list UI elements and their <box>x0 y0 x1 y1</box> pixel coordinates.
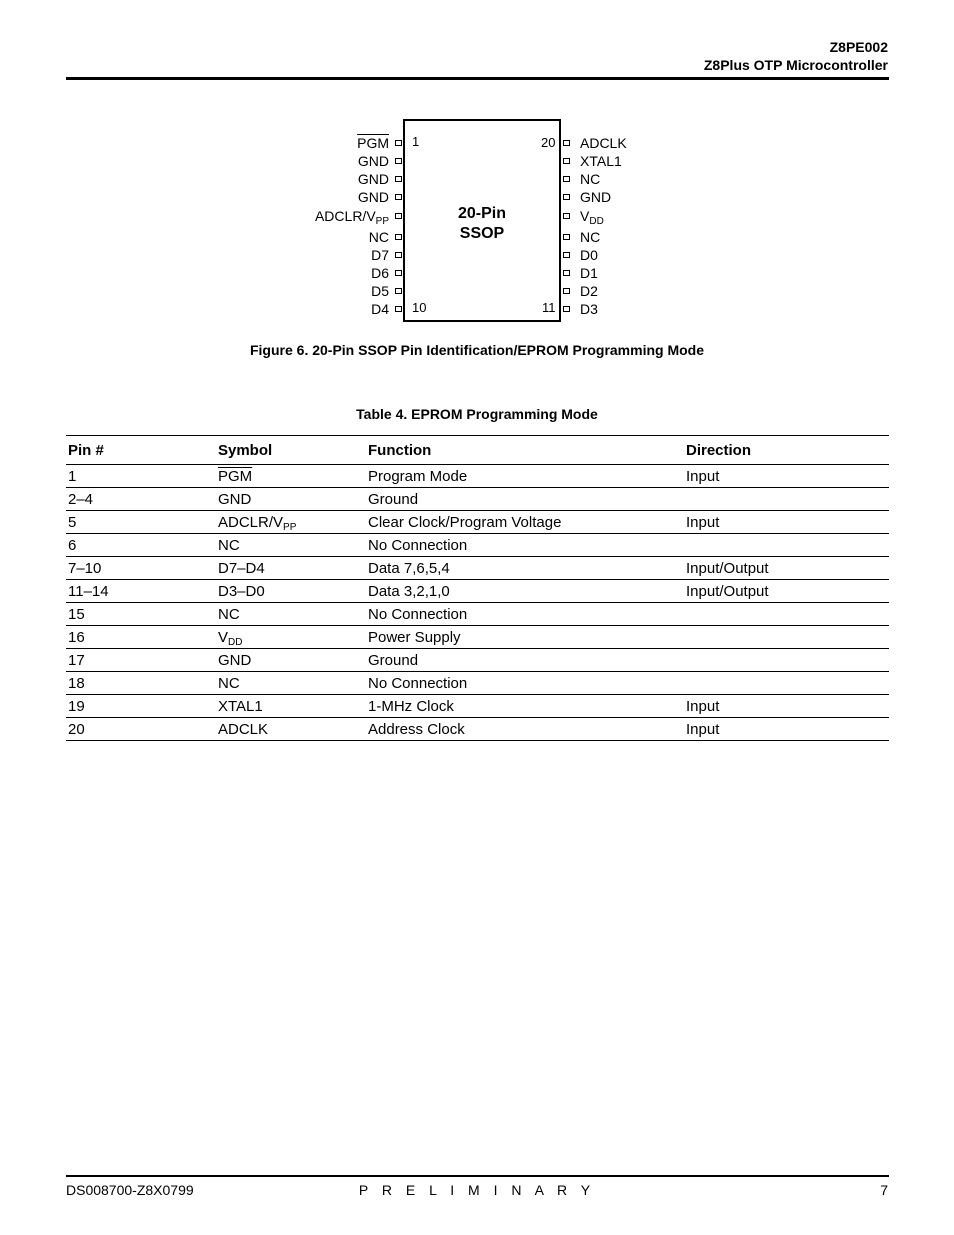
right-pin-19 <box>563 158 570 164</box>
header-function: Function <box>366 436 684 465</box>
symbol-cell: ADCLK <box>216 718 366 741</box>
right-pin-20 <box>563 140 570 146</box>
table-row <box>66 557 889 580</box>
symbol-cell: GND <box>216 649 366 672</box>
pin-cell: 18 <box>66 672 216 695</box>
right-pin-label-12: D2 <box>580 283 598 299</box>
pin-cell: 2–4 <box>66 488 216 511</box>
direction-cell <box>684 649 889 672</box>
right-pin-11 <box>563 306 570 312</box>
table-row <box>66 511 889 534</box>
right-pin-16 <box>563 213 570 219</box>
left-pin-1 <box>395 140 402 146</box>
left-pin-label-5: ADCLR/$V_{PP}$ <box>314 208 389 227</box>
right-pin-label-18: NC <box>580 171 601 187</box>
header-pin: Pin # <box>66 436 216 465</box>
right-pin-label-14: D0 <box>580 247 598 263</box>
preliminary-label: P R E L I M I N A R Y <box>358 1182 596 1198</box>
right-pin-label-15: NC <box>580 229 601 245</box>
figure-caption: Figure 6. 20-Pin SSOP Pin Identification/EPROM Programming Mode <box>249 342 705 358</box>
direction-cell <box>684 626 889 649</box>
direction-cell: Input/Output <box>684 580 889 603</box>
direction-cell <box>684 488 889 511</box>
part-number: Z8PE002 <box>829 39 888 55</box>
pin-cell: 6 <box>66 534 216 557</box>
symbol-cell: D7–D4 <box>216 557 366 580</box>
table-row <box>66 465 889 488</box>
table-row <box>66 718 889 741</box>
left-pin-label-6: NC <box>368 229 389 245</box>
symbol-cell: D3–D0 <box>216 580 366 603</box>
left-pin-7 <box>395 252 402 258</box>
right-pin-label-16: $V_{DD}$ <box>580 208 604 227</box>
page-number: 7 <box>880 1182 888 1198</box>
symbol-cell: GND <box>216 488 366 511</box>
left-pin-label-1: $\overline{PGM}$ <box>357 135 389 151</box>
left-pin-label-4: GND <box>357 189 389 205</box>
table-caption: Table 4. EPROM Programming Mode <box>356 406 598 422</box>
direction-cell <box>684 603 889 626</box>
header-rule <box>66 77 889 80</box>
document-id: DS008700-Z8X0799 <box>66 1182 194 1198</box>
header-direction: Direction <box>684 436 889 465</box>
left-pin-4 <box>395 194 402 200</box>
function-cell: No Connection <box>366 603 684 626</box>
function-cell: No Connection <box>366 672 684 695</box>
left-pin-2 <box>395 158 402 164</box>
symbol-cell: NC <box>216 672 366 695</box>
left-pin-5 <box>395 213 402 219</box>
right-pin-label-19: XTAL1 <box>580 153 622 169</box>
left-pin-label-7: D7 <box>371 247 389 263</box>
direction-cell <box>684 534 889 557</box>
pin-cell: 7–10 <box>66 557 216 580</box>
direction-cell: Input <box>684 465 889 488</box>
table-row <box>66 649 889 672</box>
package-label: 20-Pin SSOP <box>457 205 506 242</box>
function-cell: 1-MHz Clock <box>366 695 684 718</box>
function-cell: Data 7,6,5,4 <box>366 557 684 580</box>
pin-cell: 17 <box>66 649 216 672</box>
direction-cell: Input <box>684 695 889 718</box>
symbol-cell: $V_{DD}$ <box>216 626 366 649</box>
pin-number-11: 11 <box>542 300 556 315</box>
right-pin-18 <box>563 176 570 182</box>
pin-cell: 16 <box>66 626 216 649</box>
direction-cell: Input <box>684 718 889 741</box>
function-cell: Program Mode <box>366 465 684 488</box>
table-row <box>66 672 889 695</box>
header-symbol: Symbol <box>216 436 366 465</box>
function-cell: No Connection <box>366 534 684 557</box>
document-title: Z8Plus OTP Microcontroller <box>703 57 888 73</box>
table-row <box>66 488 889 511</box>
right-pin-label-13: D1 <box>580 265 598 281</box>
direction-cell: Input/Output <box>684 557 889 580</box>
symbol-cell: NC <box>216 534 366 557</box>
left-pin-9 <box>395 288 402 294</box>
programming-mode-table <box>66 435 889 741</box>
function-cell: Power Supply <box>366 626 684 649</box>
right-pin-12 <box>563 288 570 294</box>
pin-cell: 15 <box>66 603 216 626</box>
function-cell: Clear Clock/Program Voltage <box>366 511 684 534</box>
right-pin-label-17: GND <box>580 189 612 205</box>
left-pin-6 <box>395 234 402 240</box>
symbol-cell: ADCLR/$V_{PP}$ <box>216 511 366 534</box>
pin-number-10: 10 <box>412 300 427 315</box>
right-pin-17 <box>563 194 570 200</box>
pin-cell: 11–14 <box>66 580 216 603</box>
symbol-cell: NC <box>216 603 366 626</box>
left-pin-label-9: D5 <box>371 283 389 299</box>
pin-number-1: 1 <box>412 134 420 149</box>
function-cell: Ground <box>366 488 684 511</box>
left-pin-10 <box>395 306 402 312</box>
right-pin-label-20: ADCLK <box>580 135 627 151</box>
table-header-row <box>66 436 889 465</box>
left-pin-label-8: D6 <box>371 265 389 281</box>
right-pin-14 <box>563 252 570 258</box>
function-cell: Address Clock <box>366 718 684 741</box>
table-row <box>66 695 889 718</box>
left-pin-label-2: GND <box>357 153 389 169</box>
right-pin-label-11: D3 <box>580 301 598 317</box>
table-row <box>66 534 889 557</box>
function-cell: Ground <box>366 649 684 672</box>
symbol-cell: $\overline{PGM}$ <box>216 465 366 488</box>
left-pin-8 <box>395 270 402 276</box>
right-pin-15 <box>563 234 570 240</box>
pin-cell: 20 <box>66 718 216 741</box>
left-pin-3 <box>395 176 402 182</box>
function-cell: Data 3,2,1,0 <box>366 580 684 603</box>
pin-number-20: 20 <box>541 135 556 150</box>
left-pin-label-10: D4 <box>371 301 389 317</box>
pin-cell: 1 <box>66 465 216 488</box>
direction-cell <box>684 672 889 695</box>
left-pin-label-3: GND <box>357 171 389 187</box>
table-row <box>66 603 889 626</box>
footer-rule <box>66 1175 889 1177</box>
symbol-cell: XTAL1 <box>216 695 366 718</box>
table-row <box>66 626 889 649</box>
page-header <box>704 38 888 74</box>
pin-cell: 19 <box>66 695 216 718</box>
right-pin-13 <box>563 270 570 276</box>
direction-cell: Input <box>684 511 889 534</box>
pin-cell: 5 <box>66 511 216 534</box>
table-row <box>66 580 889 603</box>
